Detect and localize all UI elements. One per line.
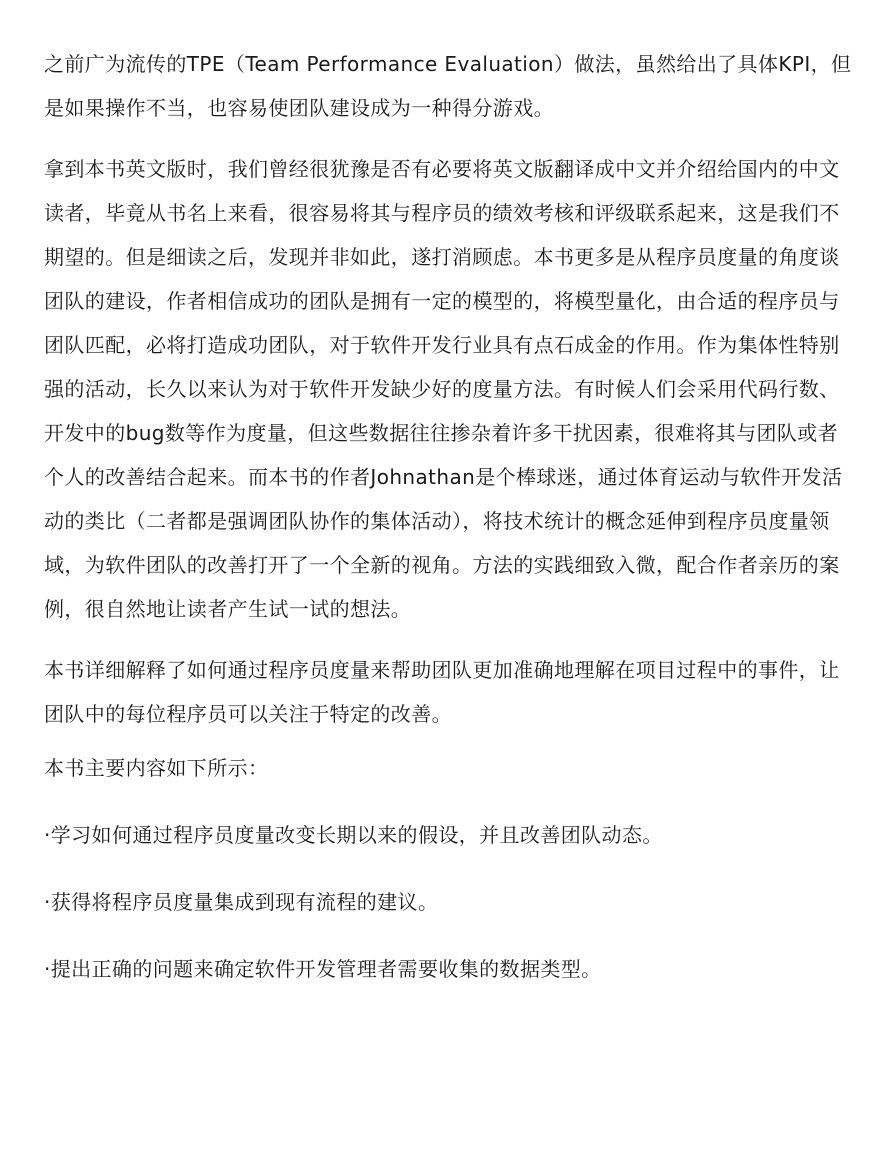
- paragraph-contents-intro: 本书主要内容如下所示：: [44, 756, 269, 780]
- bullet-item-2: ·获得将程序员度量集成到现有流程的建议。: [44, 890, 439, 914]
- paragraph-book-explanation: 本书详细解释了如何通过程序员度量来帮助团队更加准确地理解在项目过程中的事件，让团队中的每位程序员可以关注于特定的改善。: [44, 658, 840, 726]
- paragraph-translation-background: 拿到本书英文版时，我们曾经很犹豫是否有必要将英文版翻译成中文并介绍给国内的中文读者，毕竟从书名上来看，很容易将其与程序员的绩效考核和评级联系起来，这是我们不期望的。但是细读之后，发现并非如此，遂打消顾虑。本书更多是从程序员度量的角度谈团队的建设，作者相信成功的团队是拥有一定的模型的，将模型量化，由合适的程序员与团队匹配，必将打造成功团队，对于软件开发行业具有点石成金的作用。作为集体性特别强的活动，长久以来认为对于软件开发缺少好的度量方法。有时候人们会采用代码行数、开发中的bug数等作为度量，但这些数据往往掺杂着许多干扰因素，很难将其与团队或者个人的改善结合起来。而本书的作者Johnathan是个棒球迷，通过体育运动与软件开发活动的类比（二者都是强调团队协作的集体活动），将技术统计的概念延伸到程序员度量领域，为软件团队的改善打开了一个全新的视角。方法的实践细致入微，配合作者亲历的案例，很自然地让读者产生试一试的想法。: [44, 157, 843, 621]
- document-page: [44, 46, 852, 1021]
- bullet-item-3: ·提出正确的问题来确定软件开发管理者需要收集的数据类型。: [44, 957, 602, 981]
- bullet-item-1: ·学习如何通过程序员度量改变长期以来的假设，并且改善团队动态。: [44, 823, 663, 847]
- paragraph-tpe: 之前广为流传的TPE（Team Performance Evaluation）做法，虽然给出了具体KPI，但是如果操作不当，也容易使团队建设成为一种得分游戏。: [44, 52, 852, 120]
